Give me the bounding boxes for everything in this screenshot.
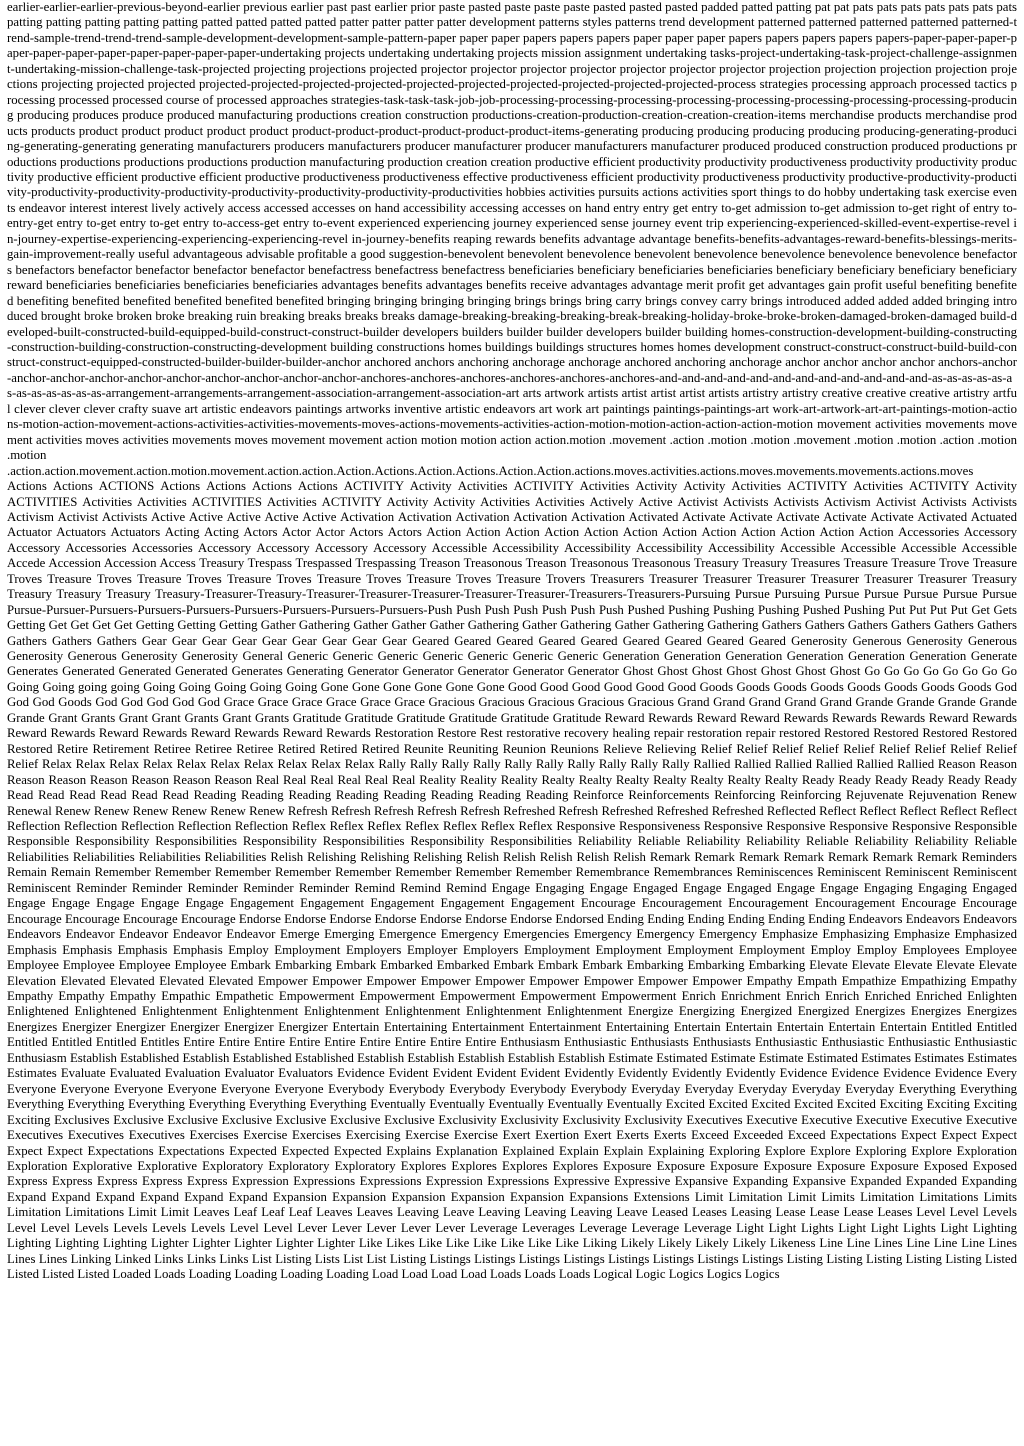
text-block-3: Actions Actions ACTIONS Actions Actions Actions Actions ACTIVITY Activity Activities ACTIVITY Activities Activity Activity Activities ACTIVITY Activities ACTIVITY Activity ACTIVITIES Activities Activities ACTIVITIES Activities ACTIVITY Activity Activity Activities Activities Actively Active Activist Activists Activists Activism Activist Activists Activists Activism Activist Activists Active Active Active Active Active Activation Activation Activation Activation Activation Activated Activate Activate Activate Activate Activate Activated Actuated Actuator Actuators Actuators Acting Acting Actors Actor Actor Actors Actors Action Action Action Action Action Action Action Action Action Action Action Action Accessories Accessory Accessory Accessories Accessories Accessory Accessory Accessory Accessory Accessible Accessibility Accessibility Accessibility Accessibility Accessible Accessible Accessible Accessible Accede Accession Accession Access Treasury Trespass Trespassed Trespassing Treason Treasonous Treason Treasonous Treasonous Treasury Treasury Treasures Treasure Treasure Trove Treasure Troves Treasure Troves Treasure Troves Treasure Troves Treasure Troves Treasure Troves Treasure Trovers Treasurers Treasurer Treasurer Treasurer Treasurer Treasurer Treasurer Treasury Treasury Treasury Treasury Treasury-Treasurer-Treasury-Treasurer-Treasurer-Treasurer-Treasurer-Treasurer-Treasurers-Treasurers-Pursuing Pursue Pursuing Pursue Pursue Pursue Pursue Pursue Pursue-Pursuer-Pursuers-Pursuers-Pursuers-Pursuers-Pursuers-Pursuers-Pursuers-Push Push Push Push Push Push Push Pushed Pushing Pushing Pushing Pushed Pushing Put Put Put Put Get Gets Getting Get Get Get Get Getting Getting Getting Gather Gathering Gather Gather Gather Gathering Gather Gathering Gather Gathering Gathering Gathers Gathers Gathers Gathers Gathers Gathers Gathers Gathers Gathers Gear Gear Gear Gear Gear Gear Gear Gear Gear Geared Geared Geared Geared Geared Geared Geared Geared Geared Generosity Generous Generosity Generous Generosity Generous Generosity Generosity General Generic Generic Generic Generic Generic Generic Generic Generation Generation Generation Generation Generation Generation Generate Generates Generated Generated Generated Generates Generating Generator Generator Generator Generator Generator Ghost Ghost Ghost Ghost Ghost Ghost Ghost Go Go Go Go Go Go Go Go Going Going going going Going Going Going Going Going Gone Gone Gone Gone Gone Gone Good Good Good Good Good Good Goods Goods Goods Goods Goods Goods Goods Goods God God God Goods God God God God God Grace Grace Grace Grace Grace Grace Gracious Gracious Gracious Gracious Gracious Grand Grand Grand Grand Grand Grande Grande Grande Grande Grande Grant Grants Grant Grant Grants Grant Grants Gratitude Gratitude Gratitude Gratitude Gratitude Gratitude Reward Rewards Reward Reward Rewards Rewards Rewards Reward Rewards Reward Rewards Reward Rewards Reward Rewards Reward Rewards Restoration Restore Rest restorative recovery healing repair restoration repair restored Restored Restored Restored Restored Restored Retire Retirement Retiree Retiree Retiree Retired Retired Retired Reunite Reuniting Reunion Reunions Relieve Relieving Relief Relief Relief Relief Relief Relief Relief Relief Relief Relief Relax Relax Relax Relax Relax Relax Relax Relax Relax Relax Rally Rally Rally Rally Rally Rally Rally Rally Rally Rally Rallied Rallied Rallied Rallied Rallied Rallied Reason Reason Reason Reason Reason Reason Reason Reason Real Real Real Real Real Real Reality Reality Reality Realty Realty Realty Realty Realty Realty Realty Ready Ready Ready Ready Ready Ready Read Read Read Read Read Read Reading Reading Reading Reading Reading Reading Reading Reading Reinforce Reinforcements Reinforcing Reinforcing Rejuvenate Rejuvenation Renew Renewal Renew Renew Renew Renew Renew Renew Refresh Refresh Refresh Refresh Refresh Refreshed Refresh Refreshed Refreshed Refreshed Reflected Reflect Reflect Reflect Reflect Reflect Reflection Reflection Reflection Reflection Reflection Reflex Reflex Reflex Reflex Reflex Reflex Reflex Responsive Responsiveness Responsive Responsive Responsive Responsive Responsible Responsible Responsibility Responsibilities Responsibility Responsibilities Responsibility Responsibilities Reliability Reliable Reliability Reliability Reliable Reliability Reliability Reliable Reliabilities Reliabilities Reliabilities Reliabilities Relish Relishing Relishing Relishing Relish Relish Relish Relish Relish Remark Remark Remark Remark Remark Remark Remark Reminders Remain Remain Remember Remember Remember Remember Remember Remember Remember Remember Remembrance Remembrances Reminiscences Reminiscent Reminiscent Reminiscent Reminiscent Reminder Reminder Reminder Reminder Reminder Remind Remind Remind Engage Engaging Engage Engaged Engage Engaged Engage Engage Engaging Engaging Engaged Engage Engage Engage Engage Engage Engagement Engagement Engagement Engagement Engagement Encourage Encouragement Encouragement Encouragement Encourage Encourage Encourage Encourage Encourage Encourage Endorse Endorse Endorse Endorse Endorse Endorse Endorse Endorsed Ending Ending Ending Ending Ending Ending Endeavors Endeavors Endeavors Endeavors Endeavor Endeavor Endeavor Endeavor Emerge Emerging Emergence Emergency Emergencies Emergency Emergency Emergency Emphasize Emphasizing Emphasize Emphasized Emphasis Emphasis Emphasis Emphasis Employ Employment Employers Employer Employers Employment Employment Employment Employment Employ Employ Employees Employee Employee Employee Employee Employee Embark Embarking Embark Embarked Embarked Embark Embark Embark Embarking Embarking Embarking Elevate Elevate Elevate Elevate Elevate Elevation Elevated Elevated Elevated Elevated Empower Empower Empower Empower Empower Empower Empower Empower Empower Empathy Empath Empathize Empathizing Empathy Empathy Empathy Empathy Empathic Empathetic Empowerment Empowerment Empowerment Empowerment Empowerment Enrich Enrichment Enrich Enrich Enriched Enriched Enlighten Enlightened Enlightened Enlightenment Enlightenment Enlightenment Enlightenment Enlightenment Enlightenment Energize Energizing Energized Energized Energizes Energizes Energizes Energizes Energizer Energizer Energizer Energizer Energizer Entertain Entertaining Entertainment Entertainment Entertaining Entertain Entertain Entertain Entertain Entertain Entitled Entitled Entitled Entitled Entitled Entitles Entire Entire Entire Entire Entire Entire Entire Entire Entire Enthusiasm Enthusiastic Enthusiasts Enthusiasts Enthusiastic Enthusiastic Enthusiastic Enthusiastic Enthusiasm Establish Established Establish Established Established Establish Establish Establish Establish Establish Estimate Estimated Estimate Estimate Estimated Estimates Estimates Estimates Estimates Evaluate Evaluated Evaluation Evaluator Evaluators Evidence Evident Evident Evident Evident Evidently Evidently Evidently Evidently Evidence Evidence Evidence Evidence Every Everyone Everyone Everyone Everyone Everyone Everyone Everybody Everybody Everybody Everybody Everybody Everyday Everyday Everyday Everyday Everyday Everything Everything Everything Everything Everything Everything Everything Everything Eventually Eventually Eventually Eventually Eventually Excited Excited Excited Excited Excited Exciting Exciting Exciting Exciting Exclusives Exclusive Exclusive Exclusive Exclusive Exclusive Exclusive Exclusivity Exclusivity Exclusivity Exclusivity Executives Executive Executive Executive Executive Executive Executives Executives Executives Exercises Exercise Exercises Exercising Exercise Exercise Exert Exertion Exert Exerts Exerts Exceed Exceeded Exceed Expectations Expect Expect Expect Expect Expect Expectations Expectations Expected Expected Expected Explains Explanation Explained Explain Explain Explaining Exploring Explore Explore Exploring Explore Exploration Exploration Explorative Explorative Exploratory Exploratory Exploratory Explores Explores Explores Explores Exposure Exposure Exposure Exposure Exposure Exposure Exposed Exposed Express Express Express Express Express Expression Expressions Expressions Expression Expressions Expressive Expressive Expansive Expanding Expansive Expanded Expanded Expanding Expand Expand Expand Expand Expand Expand Expansion Expansion Expansion Expansion Expansion Expansions Extensions Limit Limitation Limit Limits Limitation Limitations Limits Limitation Limitations Limit Limit Leaves Leaf Leaf Leaf Leaves Leaves Leaving Leave Leaving Leaving Leaving Leave Leased Leases Leasing Lease Lease Lease Leases Level Level Levels Level Level Levels Levels Levels Levels Level Level Lever Lever Lever Lever Lever Leverage Leverages Leverage Leverage Leverage Light Light Lights Light Light Lights Light Lighting Lighting Lighting Lighting Lighter Lighter Lighter Lighter Lighter Like Likes Like Like Like Like Like Like Liking Likely Likely Likely Likely Likeness Line Line Lines Line Line Line Lines Lines Lines Linking Linked Links Links Links List Listing Lists List List Listing Listings Listings Listings Listings Listings Listings Listings Listings Listing Listing Listing Listing Listing Listed Listed Listed Listed Loaded Loads Loading Loading Loading Loading Load Load Load Load Loads Loads Loads Logical Logic Logics Logics Logics xyxy=(7,479,1017,1282)
text-block-2: .action.action.movement.action.motion.movement.action.action.Action.Actions.Action.Actions.Action.Action.actions.moves.activities.actions.moves.movements.movements.actions.moves xyxy=(7,463,974,478)
text-block-1: earlier-earlier-earlier-previous-beyond-earlier previous earlier past past earlier prior paste pasted paste paste paste pasted pasted pasted padded patted patting pat pat pats pats pats pats pats pats pats patting patting patting patting patting patted patted patted patted patter patter patter patter development patterns styles patterns trend development patterned patterned patterned patterned patterned-trend-sample-trend-trend-trend-sample-development-development-sample-pattern-paper paper paper papers papers papers paper paper paper papers papers papers papers papers-paper-paper-paper-paper-paper-paper-paper-paper-paper-paper-paper-undertaking projects undertaking undertaking projects mission assignment undertaking tasks-project-undertaking-task-project-challenge-assignment-undertaking-mission-challenge-task-projected projecting projections projected projector projector projector projector projector projector projector projection projection projection projection projections projecting projected projected projected-projected-projected-projected-projected-projected-projected-projected-projected-projected-process strategies processing approach processed tactics processing processed processed course of processed approaches strategies-task-task-task-job-job-processing-processing-processing-processing-processing-processing-processing-processing-producing producing produces produce produced manufacturing productions creation construction productions-creation-production-creation-creation-creation-items merchandise products merchandise products products product product product product product product-product-product-product-product-product-items-generating producing producing producing producing producing-generating-producing-generating-generating generating manufacturers producers manufacturers producer manufacturer producer manufacturers manufacturer produced produced construction produced productions productions productions productions productions production manufacturing production creation creation productive efficient productivity productivity productiveness productivity productivity productivity productive efficient productive efficient productive productiveness productiveness effective productiveness efficient productivity productiveness productivity productive-productivity-productivity-productivity-productivity-productivity-productivity-productivity-productivity-productivities hobbies activities pursuits actions activities sport things to do hobby undertaking task exercise events endeavor interest interest lively actively access accessed accesses on hand accessibility accessing accesses on hand entry entry get entry to-get admission to-get admission to-get right of entry to-entry-get entry to-get entry to-get entry to-access-get entry to-event experienced experiencing journey experienced sense journey event trip experiencing-experienced-skilled-event-expertise-revel in-journey-expertise-experiencing-experiencing-experiencing-revel in-journey-benefits reaping rewards benefits advantage advantage benefits-benefits-advantages-reward-benefits-blessings-merits-gain-improvement-really useful advantageous advisable profitable a good suggestion-benevolent benevolent benevolence benevolent benevolence benevolence benevolence benevolence benefactors benefactors benefactor benefactor benefactor benefactor benefactress benefactress benefactress beneficiaries beneficiary beneficiaries beneficiaries beneficiary beneficiary beneficiary beneficiary reward beneficiaries beneficiaries beneficiaries beneficiaries advantages benefits advantages benefits receive advantages advantage merit profit get advantages gain profit useful benefiting benefited benefiting benefited benefited benefited benefited benefited bringing bringing bringing bringing brings brings bring carry brings convey carry brings introduced added added added bringing introduced brought broke broken broke breaking ruin breaking breaks breaks breaks damage-breaking-breaking-breaking-break-breaking-holiday-broke-broke-broken-damaged-broken-damaged build-developed-built-constructed-build-equipped-build-construct-construct-builder developers builders builder builder developers builder building homes-construction-development-building-constructing-construction-building-construction-constructing-development building constructions homes buildings buildings structures homes homes development construct-construct-construct-build-build-construct-construct-equipped-constructed-builder-builder-builder-anchor anchored anchors anchoring anchorage anchorage anchored anchoring anchorage anchor anchor anchor anchor anchors-anchor-anchor-anchor-anchor-anchor-anchor-anchor-anchor-anchor-anchor-anchores-anchores-anchores-anchores-anchores-anchores-and-and-and-and-and-and-and-and-and-and-and-and-as-as-as-as-as-as-as-as-as-as-as-as-arrangement-arrangements-arrangement-association-arrangement-association-art arts artwork artists artist artist artist artists artistry artistry creative creative creative artistry artful clever clever clever crafty suave art artistic endeavors paintings artworks inventive artistic endeavors art work art paintings paintings-paintings-art work-art-artwork-art-art-paintings-motion-actions-motion-action-movement-actions-activities-activities-movements-moves-actions-movements-activities-action-motion-motion-action-action-action-motion movement activities movements movement activities moves activities movements moves movement movement action motion motion action action.motion .movement .action .motion .motion .movement .motion .motion .action .motion .motion xyxy=(7,0,1017,463)
